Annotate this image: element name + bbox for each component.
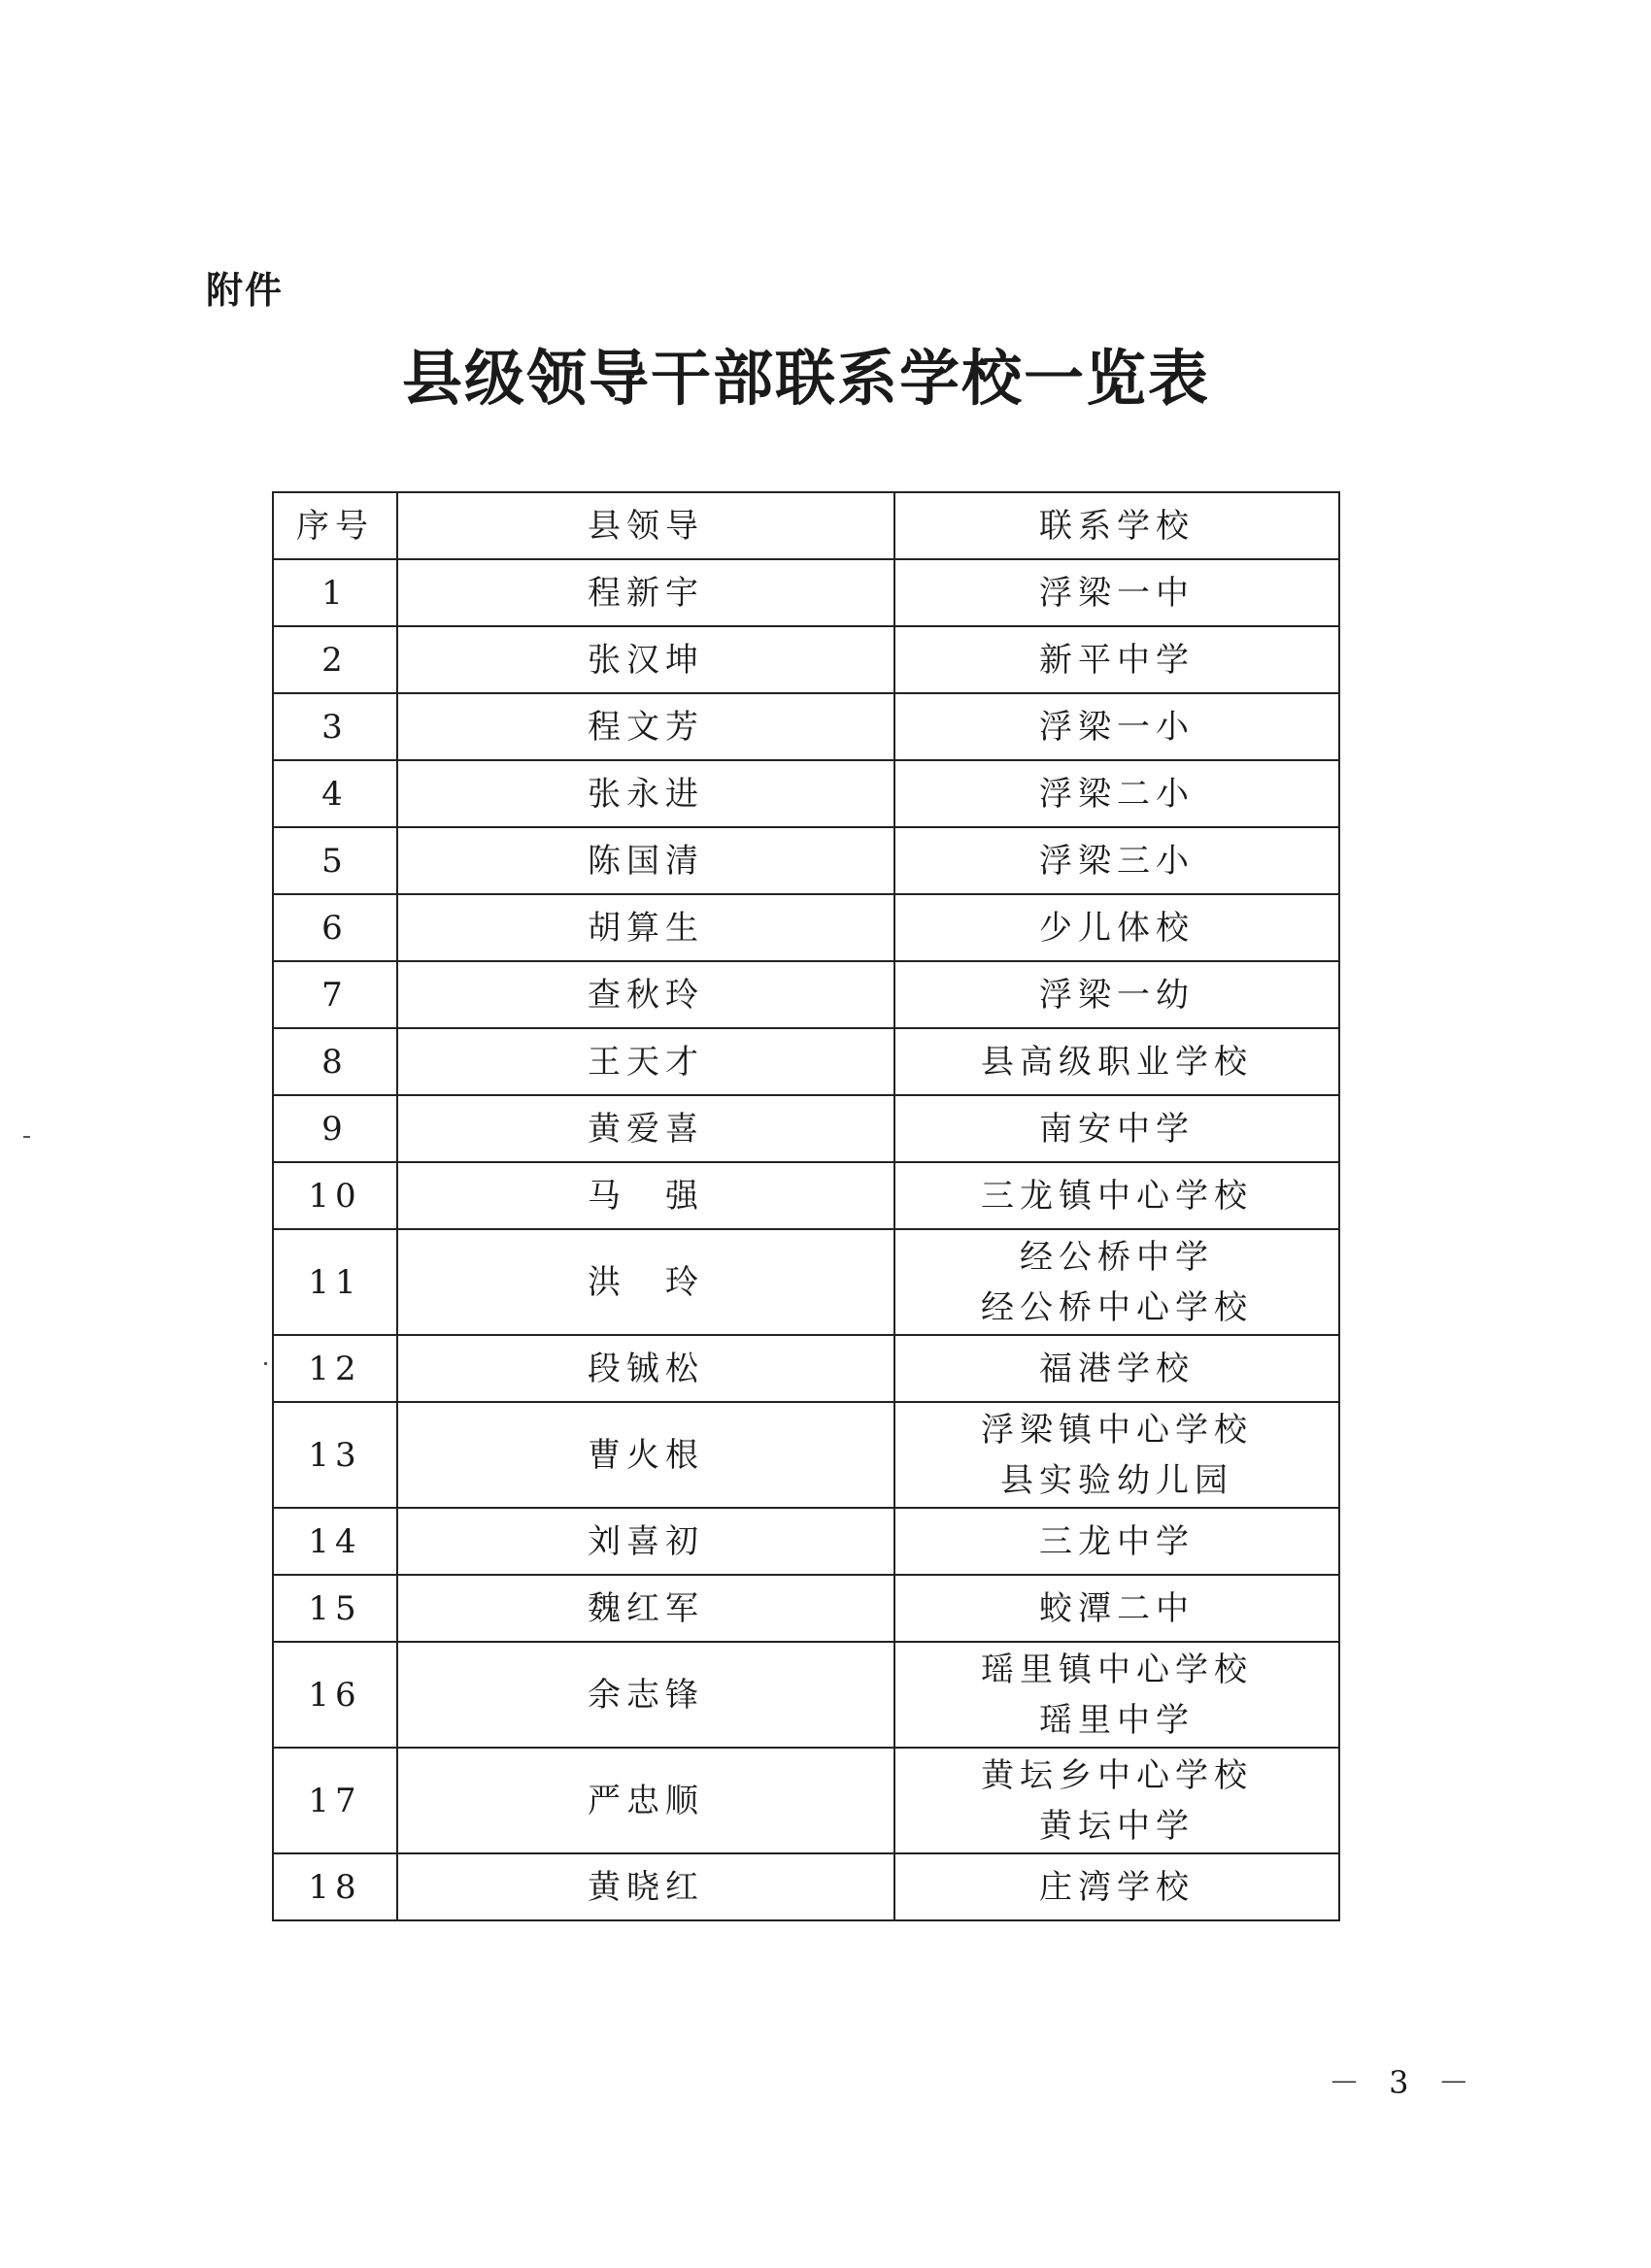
leader-name: 余志锋 — [397, 1642, 894, 1748]
table-row — [273, 1575, 1339, 1642]
row-number: 3 — [273, 693, 397, 760]
row-number: 4 — [273, 760, 397, 827]
table-row — [273, 1402, 1339, 1508]
table-row — [273, 1335, 1339, 1402]
header-school: 联系学校 — [894, 492, 1339, 559]
row-number: 10 — [273, 1162, 397, 1229]
leader-name: 刘喜初 — [397, 1508, 894, 1575]
school-name: 浮梁一幼 — [1039, 975, 1195, 1015]
row-number: 18 — [273, 1853, 397, 1920]
table-row — [273, 693, 1339, 760]
school-cell — [894, 693, 1339, 760]
header-no: 序号 — [273, 492, 397, 559]
row-number: 9 — [273, 1095, 397, 1162]
leader-name: 洪 玲 — [397, 1229, 894, 1335]
leader-name: 陈国清 — [397, 827, 894, 894]
leader-name: 黄爱喜 — [397, 1095, 894, 1162]
school-cell — [894, 827, 1339, 894]
scan-speck — [23, 1136, 30, 1138]
row-number: 8 — [273, 1028, 397, 1095]
school-cell — [894, 559, 1339, 626]
school-name: 庄湾学校 — [1039, 1867, 1195, 1907]
table-header-row — [273, 492, 1339, 559]
school-name: 黄坛乡中心学校 — [981, 1755, 1253, 1795]
school-cell — [894, 1853, 1339, 1920]
school-cell — [894, 1162, 1339, 1229]
school-name: 南安中学 — [1039, 1109, 1195, 1149]
school-name: 新平中学 — [1039, 640, 1195, 680]
school-name: 经公桥中学 — [1020, 1237, 1214, 1277]
school-cell — [894, 961, 1339, 1028]
table-row — [273, 961, 1339, 1028]
table-row — [273, 1229, 1339, 1335]
school-cell — [894, 760, 1339, 827]
school-cell — [894, 626, 1339, 693]
school-cell — [894, 1575, 1339, 1642]
leader-name: 查秋玲 — [397, 961, 894, 1028]
table-row — [273, 1508, 1339, 1575]
row-number: 11 — [273, 1229, 397, 1335]
attachment-label: 附件 — [206, 269, 285, 312]
school-name: 福港学校 — [1039, 1349, 1195, 1388]
leader-name: 曹火根 — [397, 1402, 894, 1508]
row-number: 2 — [273, 626, 397, 693]
school-name: 浮梁一中 — [1039, 573, 1195, 613]
school-name: 县实验幼儿园 — [1000, 1460, 1233, 1500]
school-name: 黄坛中学 — [1039, 1806, 1195, 1846]
table-row — [273, 1028, 1339, 1095]
school-cell — [894, 1642, 1339, 1748]
table-row — [273, 1162, 1339, 1229]
leader-name: 王天才 — [397, 1028, 894, 1095]
school-name: 少儿体校 — [1039, 908, 1195, 948]
row-number: 1 — [273, 559, 397, 626]
school-name: 经公桥中心学校 — [981, 1287, 1253, 1327]
school-name: 瑶里镇中心学校 — [981, 1650, 1253, 1689]
school-cell — [894, 894, 1339, 961]
row-number: 12 — [273, 1335, 397, 1402]
row-number: 6 — [273, 894, 397, 961]
school-name: 瑶里中学 — [1039, 1700, 1195, 1740]
leader-name: 程新宇 — [397, 559, 894, 626]
table-row — [273, 1853, 1339, 1920]
leader-name: 黄晓红 — [397, 1853, 894, 1920]
leader-name: 张永进 — [397, 760, 894, 827]
table-row — [273, 626, 1339, 693]
school-cell — [894, 1402, 1339, 1508]
row-number: 5 — [273, 827, 397, 894]
scan-speck — [264, 1362, 267, 1365]
leader-name: 严忠顺 — [397, 1748, 894, 1853]
leader-name: 胡算生 — [397, 894, 894, 961]
page-number: － 3 － — [1329, 2064, 1479, 2101]
school-name: 浮梁三小 — [1039, 841, 1195, 881]
table-row — [273, 894, 1339, 961]
table-row — [273, 559, 1339, 626]
row-number: 13 — [273, 1402, 397, 1508]
school-cell — [894, 1229, 1339, 1335]
school-name: 蛟潭二中 — [1039, 1588, 1195, 1628]
row-number: 17 — [273, 1748, 397, 1853]
leader-name: 程文芳 — [397, 693, 894, 760]
leader-name: 段铖松 — [397, 1335, 894, 1402]
school-name: 三龙镇中心学校 — [981, 1176, 1253, 1216]
table-row — [273, 760, 1339, 827]
school-cell — [894, 1028, 1339, 1095]
school-cell — [894, 1508, 1339, 1575]
row-number: 15 — [273, 1575, 397, 1642]
header-leader: 县领导 — [397, 492, 894, 559]
table-row — [273, 827, 1339, 894]
table-row — [273, 1095, 1339, 1162]
leader-name: 马 强 — [397, 1162, 894, 1229]
leader-name: 魏红军 — [397, 1575, 894, 1642]
school-name: 县高级职业学校 — [981, 1042, 1253, 1082]
document-title: 县级领导干部联系学校一览表 — [401, 343, 1210, 414]
table-row — [273, 1748, 1339, 1853]
leader-school-table — [272, 491, 1340, 1921]
school-cell — [894, 1335, 1339, 1402]
school-name: 浮梁二小 — [1039, 774, 1195, 814]
leader-name: 张汉坤 — [397, 626, 894, 693]
school-cell — [894, 1095, 1339, 1162]
table-row — [273, 1642, 1339, 1748]
row-number: 16 — [273, 1642, 397, 1748]
row-number: 14 — [273, 1508, 397, 1575]
school-cell — [894, 1748, 1339, 1853]
school-name: 浮梁镇中心学校 — [981, 1410, 1253, 1450]
school-name: 浮梁一小 — [1039, 707, 1195, 747]
school-name: 三龙中学 — [1039, 1521, 1195, 1561]
row-number: 7 — [273, 961, 397, 1028]
